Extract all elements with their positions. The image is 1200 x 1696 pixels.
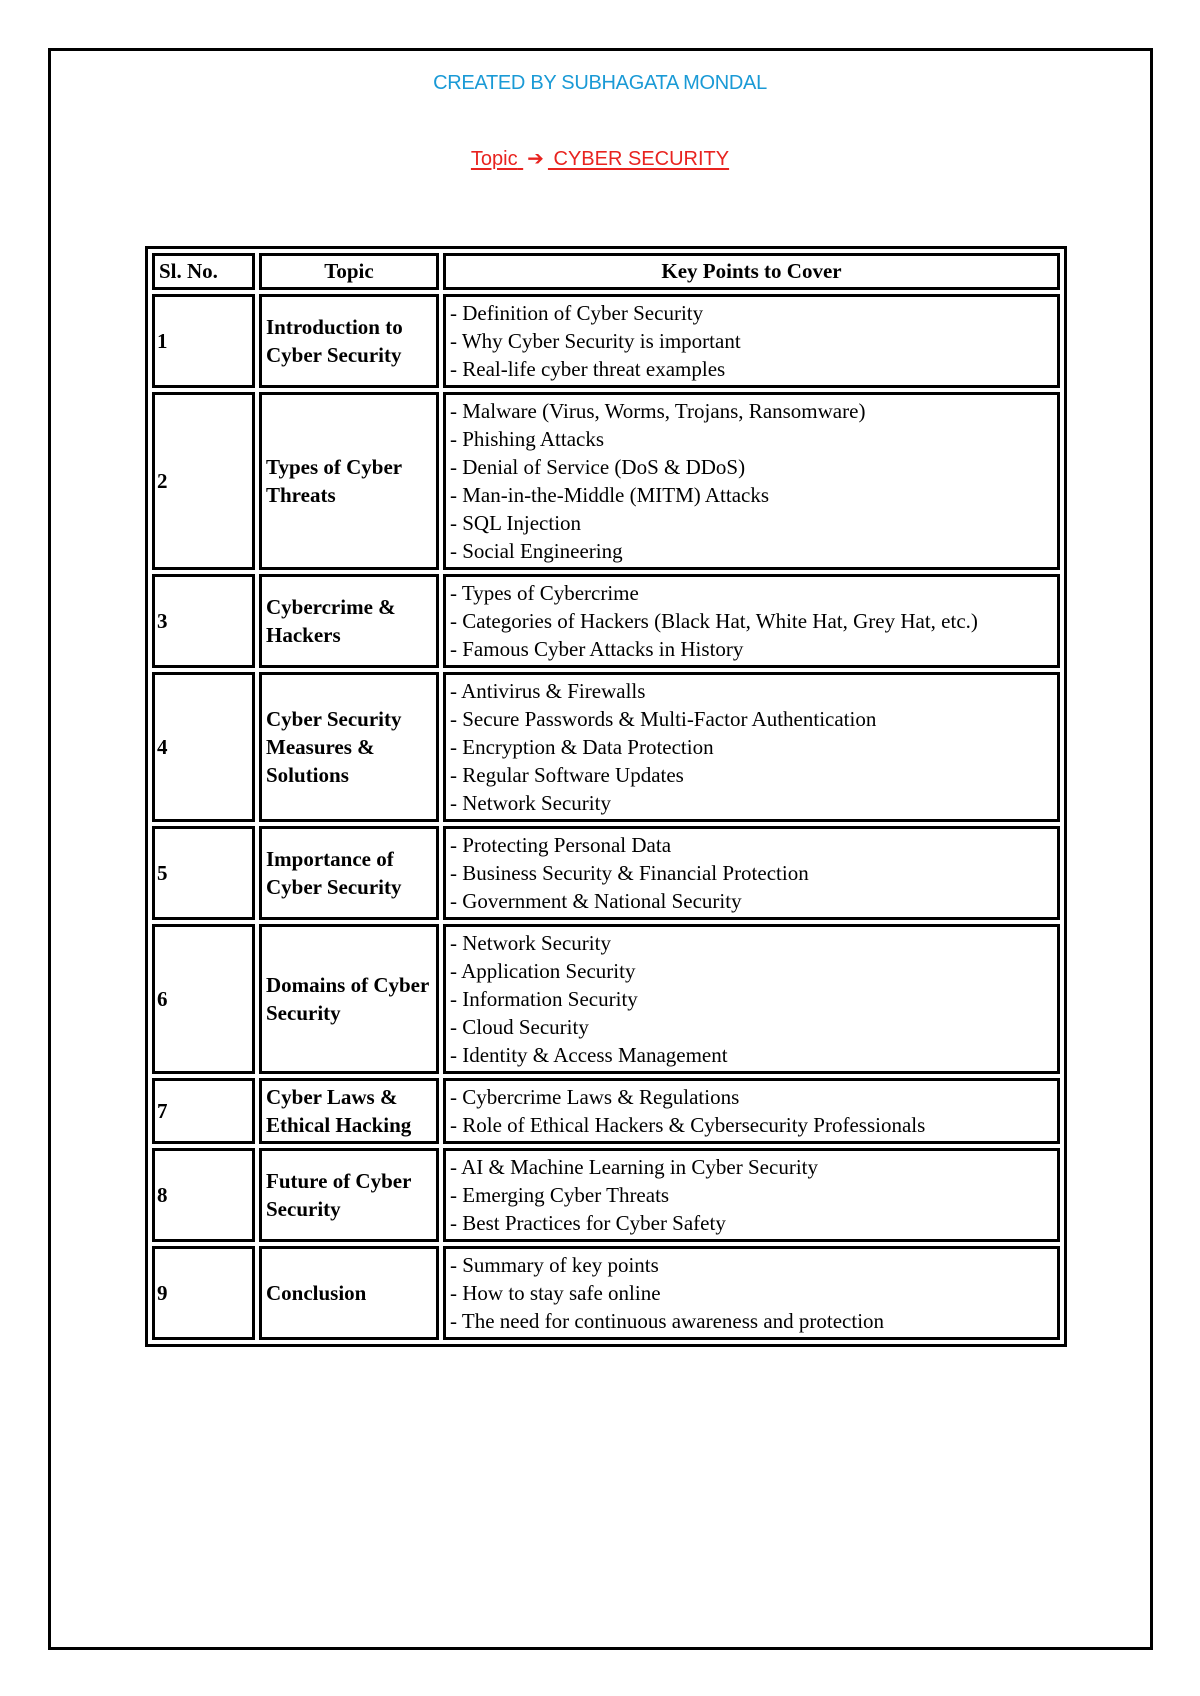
row-number: 2 <box>152 392 255 570</box>
row-topic: Types of Cyber Threats <box>259 392 439 570</box>
row-topic: Cyber Security Measures & Solutions <box>259 672 439 822</box>
table-row <box>152 294 1060 388</box>
right-arrow-icon: ➔ <box>527 148 544 170</box>
table-row <box>152 924 1060 1074</box>
row-number: 5 <box>152 826 255 920</box>
key-point: - Government & National Security <box>450 889 742 913</box>
key-point: - Regular Software Updates <box>450 763 684 787</box>
key-point: - Man-in-the-Middle (MITM) Attacks <box>450 483 770 507</box>
topic-value: CYBER SECURITY <box>553 148 730 170</box>
row-key-points <box>443 574 1060 668</box>
table-row <box>152 1078 1060 1144</box>
table-row <box>152 574 1060 668</box>
key-point: - Identity & Access Management <box>450 1043 728 1067</box>
key-point: - Encryption & Data Protection <box>450 735 714 759</box>
key-point: - Definition of Cyber Security <box>450 301 704 325</box>
key-point: - Categories of Hackers (Black Hat, White Hat, Grey Hat, etc.) <box>450 609 978 633</box>
key-point: - Social Engineering <box>450 539 623 563</box>
key-point: - SQL Injection <box>450 511 582 535</box>
key-point: - Real-life cyber threat examples <box>450 357 726 381</box>
table-header-row <box>152 253 1060 290</box>
row-key-points <box>443 826 1060 920</box>
key-point: - Protecting Personal Data <box>450 833 672 857</box>
key-point: - Best Practices for Cyber Safety <box>450 1211 726 1235</box>
syllabus-table <box>145 246 1067 1347</box>
author-credit: CREATED BY SUBHAGATA MONDAL <box>433 72 767 94</box>
row-topic: Future of Cyber Security <box>259 1148 439 1242</box>
key-point: - Secure Passwords & Multi-Factor Authentication <box>450 707 877 731</box>
syllabus-table-container <box>145 246 1067 1347</box>
column-header-key-points: Key Points to Cover <box>443 253 1060 290</box>
key-point: - Denial of Service (DoS & DDoS) <box>450 455 746 479</box>
row-key-points <box>443 924 1060 1074</box>
row-topic: Domains of Cyber Security <box>259 924 439 1074</box>
row-number: 6 <box>152 924 255 1074</box>
row-number: 3 <box>152 574 255 668</box>
row-number: 1 <box>152 294 255 388</box>
key-point: - Application Security <box>450 959 636 983</box>
key-point: - Antivirus & Firewalls <box>450 679 646 703</box>
row-number: 9 <box>152 1246 255 1340</box>
key-point: - Emerging Cyber Threats <box>450 1183 670 1207</box>
row-topic: Cybercrime & Hackers <box>259 574 439 668</box>
row-number: 8 <box>152 1148 255 1242</box>
table-row <box>152 392 1060 570</box>
row-number: 7 <box>152 1078 255 1144</box>
key-point: - Phishing Attacks <box>450 427 605 451</box>
topic-label: Topic <box>470 148 518 170</box>
key-point: - Why Cyber Security is important <box>450 329 741 353</box>
key-point: - The need for continuous awareness and protection <box>450 1309 885 1333</box>
key-point: - Famous Cyber Attacks in History <box>450 637 744 661</box>
table-body <box>152 294 1060 1340</box>
row-topic: Importance of Cyber Security <box>259 826 439 920</box>
table-row <box>152 826 1060 920</box>
row-key-points <box>443 392 1060 570</box>
row-topic: Cyber Laws & Ethical Hacking <box>259 1078 439 1144</box>
key-point: - Cloud Security <box>450 1015 589 1039</box>
row-key-points <box>443 672 1060 822</box>
column-header-sl-no: Sl. No. <box>152 253 255 290</box>
row-key-points <box>443 294 1060 388</box>
column-header-topic: Topic <box>259 253 439 290</box>
table-row <box>152 672 1060 822</box>
table-row <box>152 1246 1060 1340</box>
table-row <box>152 1148 1060 1242</box>
row-key-points <box>443 1078 1060 1144</box>
key-point: - Role of Ethical Hackers & Cybersecurity Professionals <box>450 1113 926 1137</box>
key-point: - Network Security <box>450 791 611 815</box>
topic-heading <box>0 146 1200 171</box>
row-topic: Conclusion <box>259 1246 439 1340</box>
key-point: - How to stay safe online <box>450 1281 661 1305</box>
key-point: - Cybercrime Laws & Regulations <box>450 1085 740 1109</box>
key-point: - Malware (Virus, Worms, Trojans, Ransomware) <box>450 399 866 423</box>
row-key-points <box>443 1148 1060 1242</box>
row-topic: Introduction to Cyber Security <box>259 294 439 388</box>
row-key-points <box>443 1246 1060 1340</box>
key-point: - Network Security <box>450 931 611 955</box>
key-point: - Information Security <box>450 987 638 1011</box>
row-number: 4 <box>152 672 255 822</box>
key-point: - Summary of key points <box>450 1253 659 1277</box>
key-point: - AI & Machine Learning in Cyber Security <box>450 1155 818 1179</box>
key-point: - Types of Cybercrime <box>450 581 639 605</box>
key-point: - Business Security & Financial Protection <box>450 861 809 885</box>
